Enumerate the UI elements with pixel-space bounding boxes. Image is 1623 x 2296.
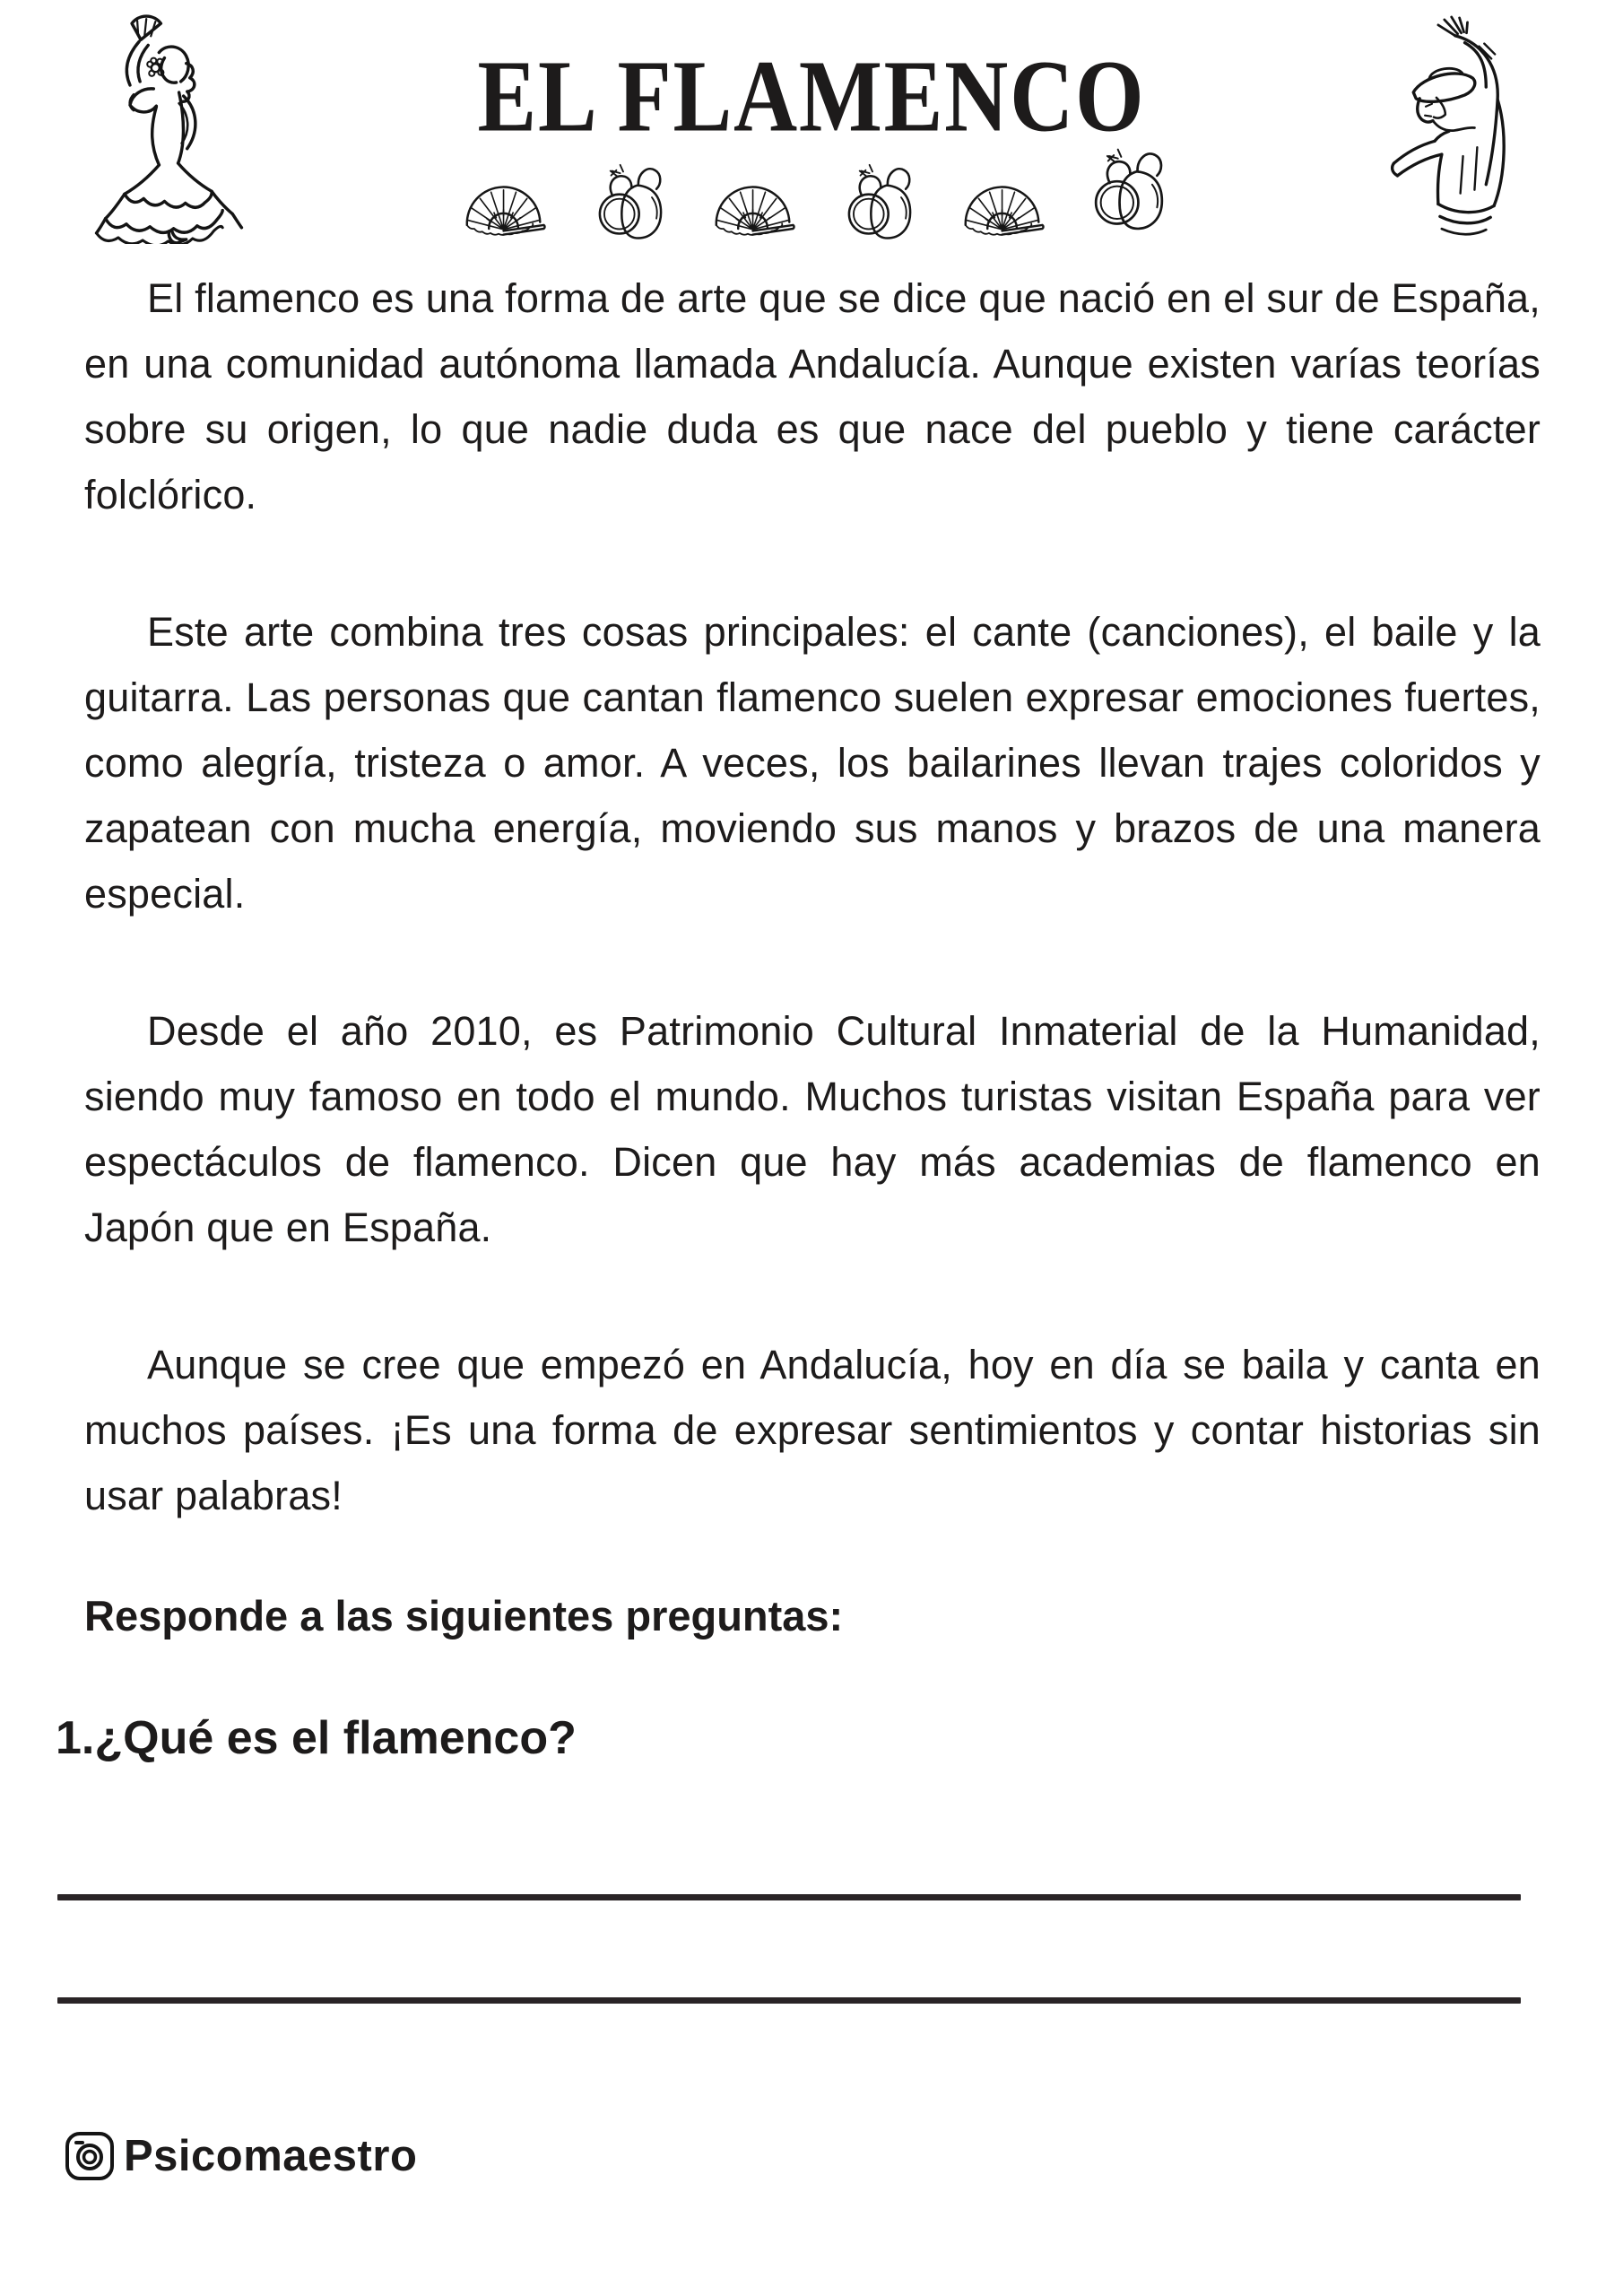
instagram-icon xyxy=(63,2129,117,2183)
castanets-icon xyxy=(1090,140,1167,235)
flamenco-dancer-man-illustration xyxy=(1381,14,1557,240)
castanets-icon xyxy=(595,156,666,244)
article-paragraph: El flamenco es una forma de arte que se dice que nació en el sur de España, en una comunidad autónoma llamada Andalucía. Aunque existen varías teorías sobre su origen, lo que nadie duda es que nace del pueblo y tiene carácter folclórico. xyxy=(84,275,1541,517)
article-paragraph: Desde el año 2010, es Patrimonio Cultural Inmaterial de la Humanidad, siendo muy famoso en todo el mundo. Muchos turistas visitan España para ver espectáculos de flamenco. Dicen que hay más academias de flamenco en Japón que en España. xyxy=(84,1008,1541,1250)
answer-line-1 xyxy=(57,1894,1521,1900)
castanets-icon xyxy=(844,156,916,244)
fan-icon xyxy=(458,174,553,244)
fan-icon xyxy=(707,174,803,244)
page-title: EL FLAMENCO xyxy=(477,39,1146,154)
footer-handle: Psicomaestro xyxy=(124,2132,418,2180)
decorative-icons-row xyxy=(0,151,1623,244)
footer-credit xyxy=(63,2129,417,2183)
answer-line-2 xyxy=(57,1997,1521,2004)
questions-heading: Responde a las siguientes preguntas: xyxy=(84,1592,844,1639)
article-paragraph: Este arte combina tres cosas principales: el cante (canciones), el baile y la guitarra. Las personas que cantan flamenco suelen expresar emociones fuertes, como alegría, tristeza o amor. A veces, los bailarines llevan trajes coloridos y zapatean con mucha energía, moviendo sus manos y brazos de una manera especial. xyxy=(84,609,1541,917)
fan-icon xyxy=(957,174,1052,244)
question-1: 1.¿Qué es el flamenco? xyxy=(56,1712,577,1764)
article-paragraph: Aunque se cree que empezó en Andalucía, hoy en día se baila y canta en muchos países. ¡Es una forma de expresar sentimientos y contar historias sin usar palabras! xyxy=(84,1342,1541,1518)
article-text xyxy=(84,265,1541,1528)
